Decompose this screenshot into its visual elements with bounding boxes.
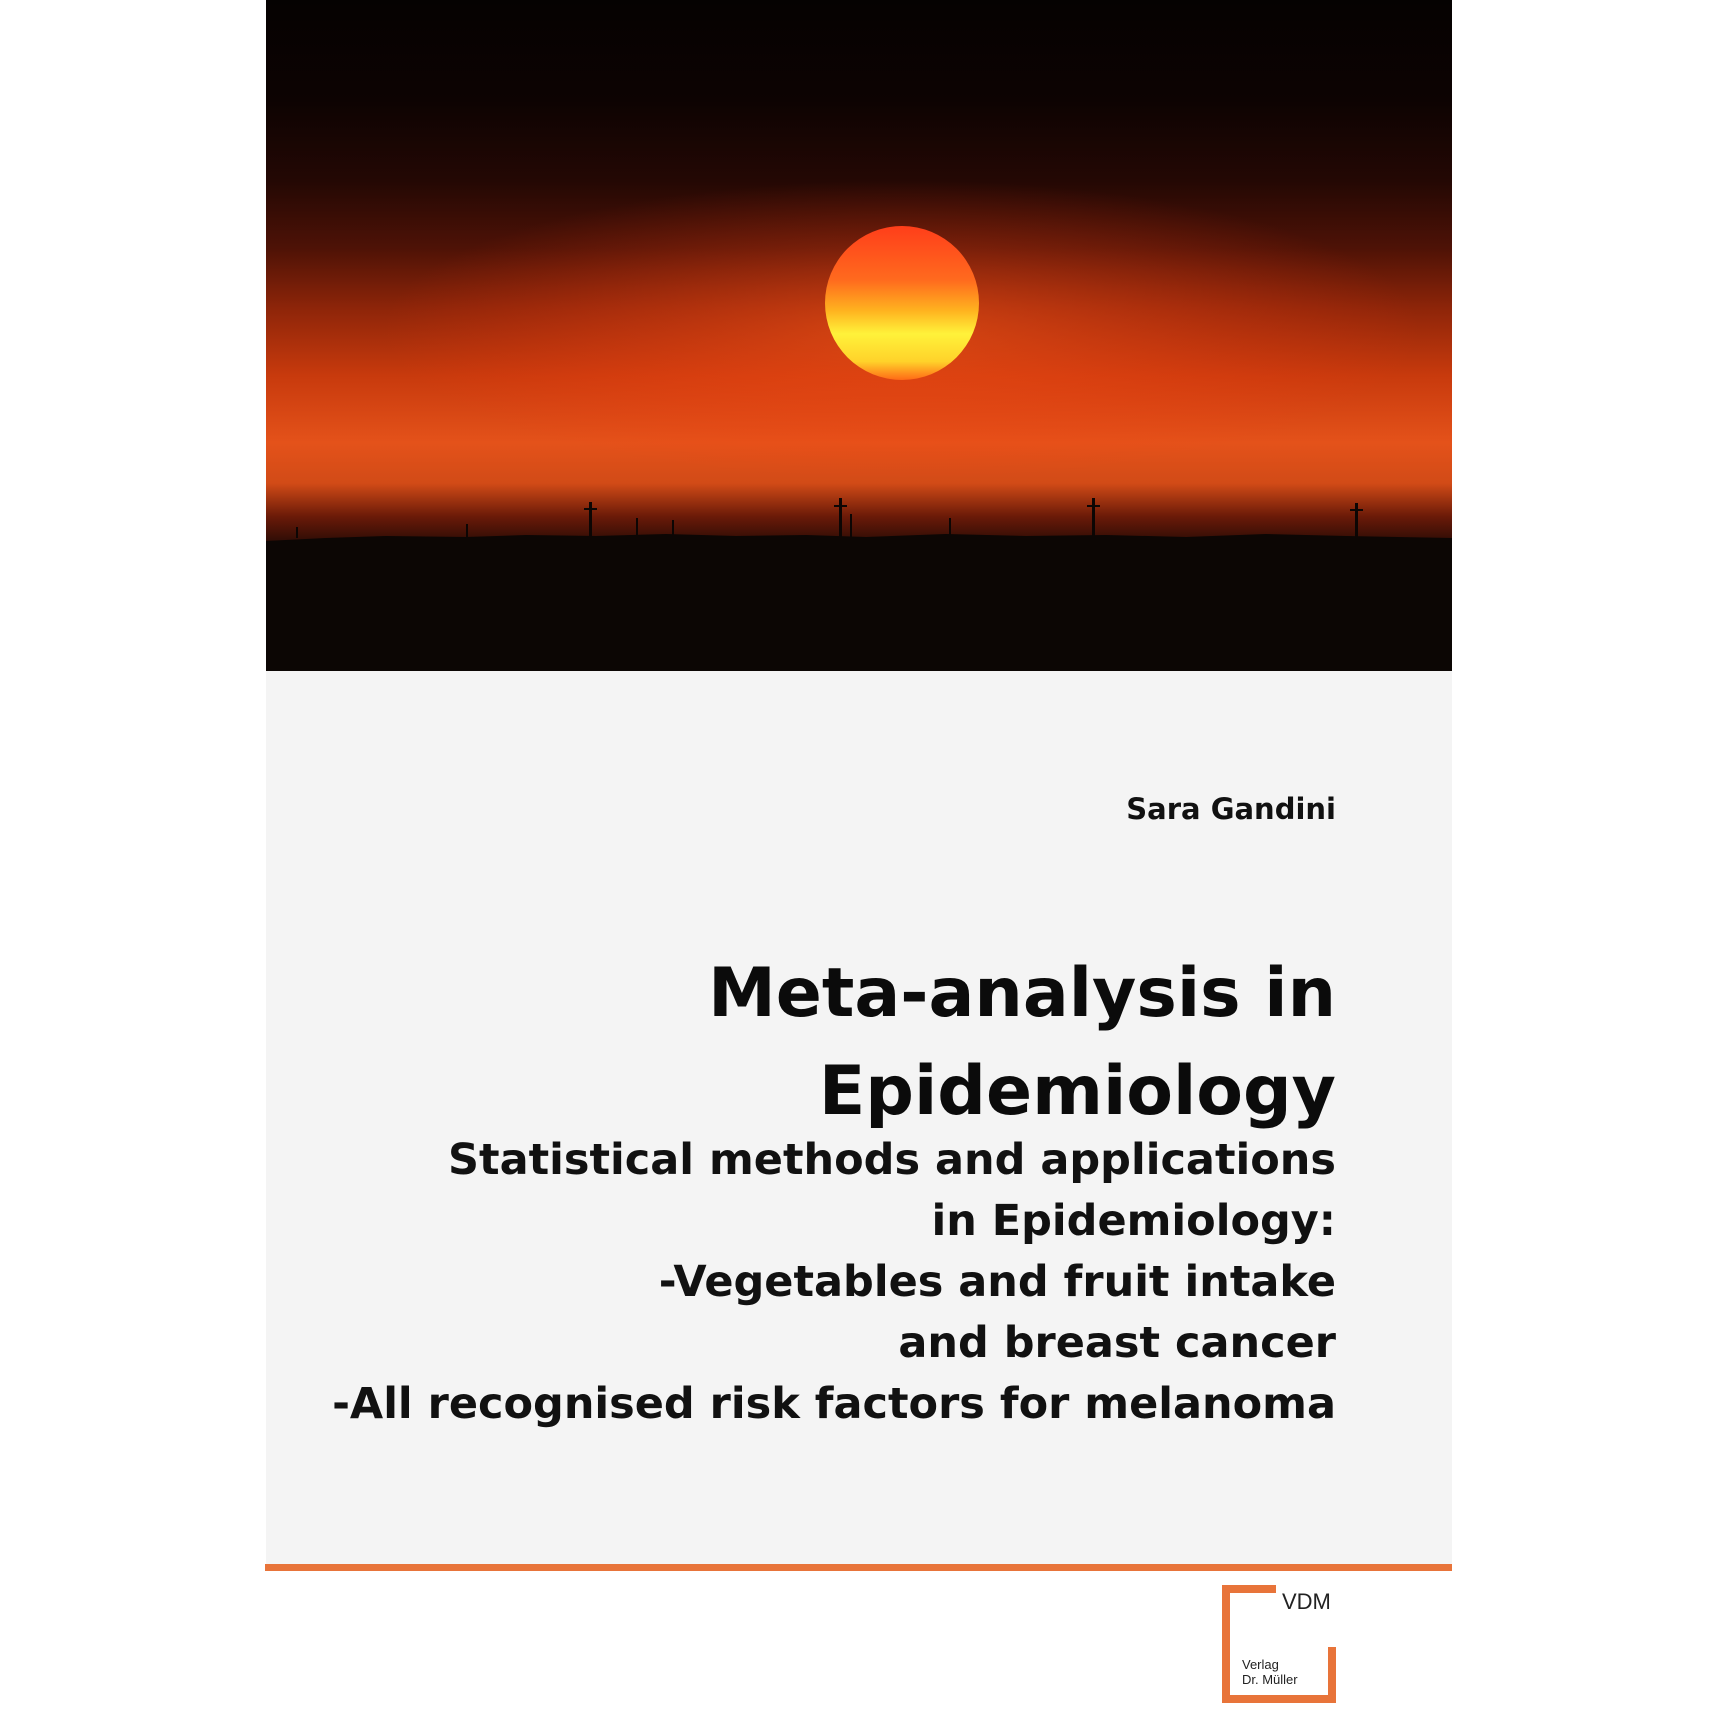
sunset-image (266, 0, 1452, 671)
sun (825, 226, 979, 380)
logo-name: VDM (1282, 1589, 1331, 1614)
publisher-logo (1220, 1585, 1338, 1703)
book-subtitle: Statistical methods and applications in Epidemiology: -Vegetables and fruit intake and breast cancer -All recognised risk factors for melanoma (332, 1135, 1336, 1429)
book-cover (266, 0, 1452, 1713)
power-pylons (296, 498, 1363, 538)
logo-subtitle: Verlag Dr. Müller (1242, 1657, 1298, 1687)
author-name: Sara Gandini (1126, 792, 1336, 826)
horizon-silhouette (266, 534, 1452, 671)
cover-photo (266, 0, 1452, 671)
accent-rule (265, 1564, 1452, 1571)
book-title: Meta-analysis in Epidemiology (708, 954, 1336, 1131)
